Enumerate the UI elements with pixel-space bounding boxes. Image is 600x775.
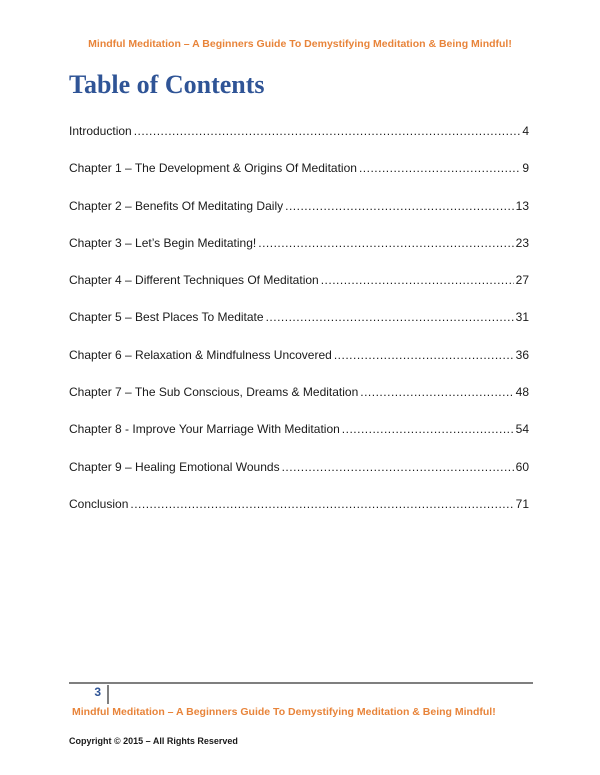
toc-dot-leader xyxy=(258,236,513,250)
toc-entry-page: 36 xyxy=(515,347,529,362)
toc-entry-label: Chapter 8 - Improve Your Marriage With Meditation xyxy=(69,422,340,437)
toc-entry-chapter-3[interactable] xyxy=(69,236,529,273)
toc-entry-label: Chapter 1 – The Development & Origins Of Meditation xyxy=(69,161,357,176)
toc-entry-conclusion[interactable] xyxy=(69,497,529,534)
toc-entry-page: 9 xyxy=(522,161,529,176)
toc-entry-label: Introduction xyxy=(69,124,132,138)
toc-entry-chapter-7[interactable] xyxy=(69,385,529,422)
toc-entry-chapter-6[interactable] xyxy=(69,348,529,385)
toc-entry-label: Chapter 5 – Best Places To Meditate xyxy=(69,310,264,325)
toc-entry-label: Chapter 6 – Relaxation & Mindfulness Uncovered xyxy=(69,347,332,362)
toc-dot-leader xyxy=(342,422,514,436)
toc-dot-leader xyxy=(359,161,520,175)
toc-dot-leader xyxy=(321,273,514,287)
toc-entry-page: 13 xyxy=(515,198,529,213)
toc-dot-leader xyxy=(266,310,514,324)
toc-entry-chapter-8[interactable] xyxy=(69,422,529,459)
toc-entry-page: 48 xyxy=(515,385,529,400)
toc-entry-page: 71 xyxy=(515,496,529,511)
toc-dot-leader xyxy=(134,124,521,138)
toc-entry-label: Chapter 9 – Healing Emotional Wounds xyxy=(69,459,280,474)
toc-entry-chapter-2[interactable] xyxy=(69,199,529,236)
toc-dot-leader xyxy=(360,385,513,399)
toc-entry-chapter-1[interactable] xyxy=(69,161,529,198)
running-header-title: Mindful Meditation – A Beginners Guide To Demystifying Meditation & Being Mindful! xyxy=(88,38,512,50)
footer-page-number: 3 xyxy=(69,685,109,704)
toc-entry-page: 31 xyxy=(515,310,529,325)
toc-entry-label: Chapter 7 – The Sub Conscious, Dreams & Meditation xyxy=(69,385,359,400)
toc-entry-chapter-5[interactable] xyxy=(69,310,529,347)
toc-entry-chapter-9[interactable] xyxy=(69,460,529,497)
toc-dot-leader xyxy=(334,348,514,362)
toc-entry-label: Conclusion xyxy=(69,496,129,511)
toc-entry-page: 27 xyxy=(515,273,529,288)
footer-divider xyxy=(69,682,533,684)
toc-entry-page: 54 xyxy=(515,422,529,437)
toc-entry-chapter-4[interactable] xyxy=(69,273,529,310)
toc-dot-leader xyxy=(285,199,514,213)
toc-heading: Table of Contents xyxy=(69,70,265,99)
toc-entry-label: Chapter 2 – Benefits Of Meditating Daily xyxy=(69,198,284,213)
toc-entry-page: 4 xyxy=(522,124,529,138)
toc-entry-label: Chapter 3 – Let’s Begin Meditating! xyxy=(69,235,257,250)
toc-entry-label: Chapter 4 – Different Techniques Of Meditation xyxy=(69,273,319,288)
toc-entry-page: 60 xyxy=(515,459,529,474)
toc-dot-leader xyxy=(282,460,514,474)
table-of-contents xyxy=(69,124,529,534)
toc-dot-leader xyxy=(130,497,513,511)
copyright-notice: Copyright © 2015 – All Rights Reserved xyxy=(69,736,238,746)
toc-entry-page: 23 xyxy=(515,235,529,250)
footer-title: Mindful Meditation – A Beginners Guide To Demystifying Meditation & Being Mindful! xyxy=(72,706,496,718)
toc-entry-introduction[interactable] xyxy=(69,124,529,161)
